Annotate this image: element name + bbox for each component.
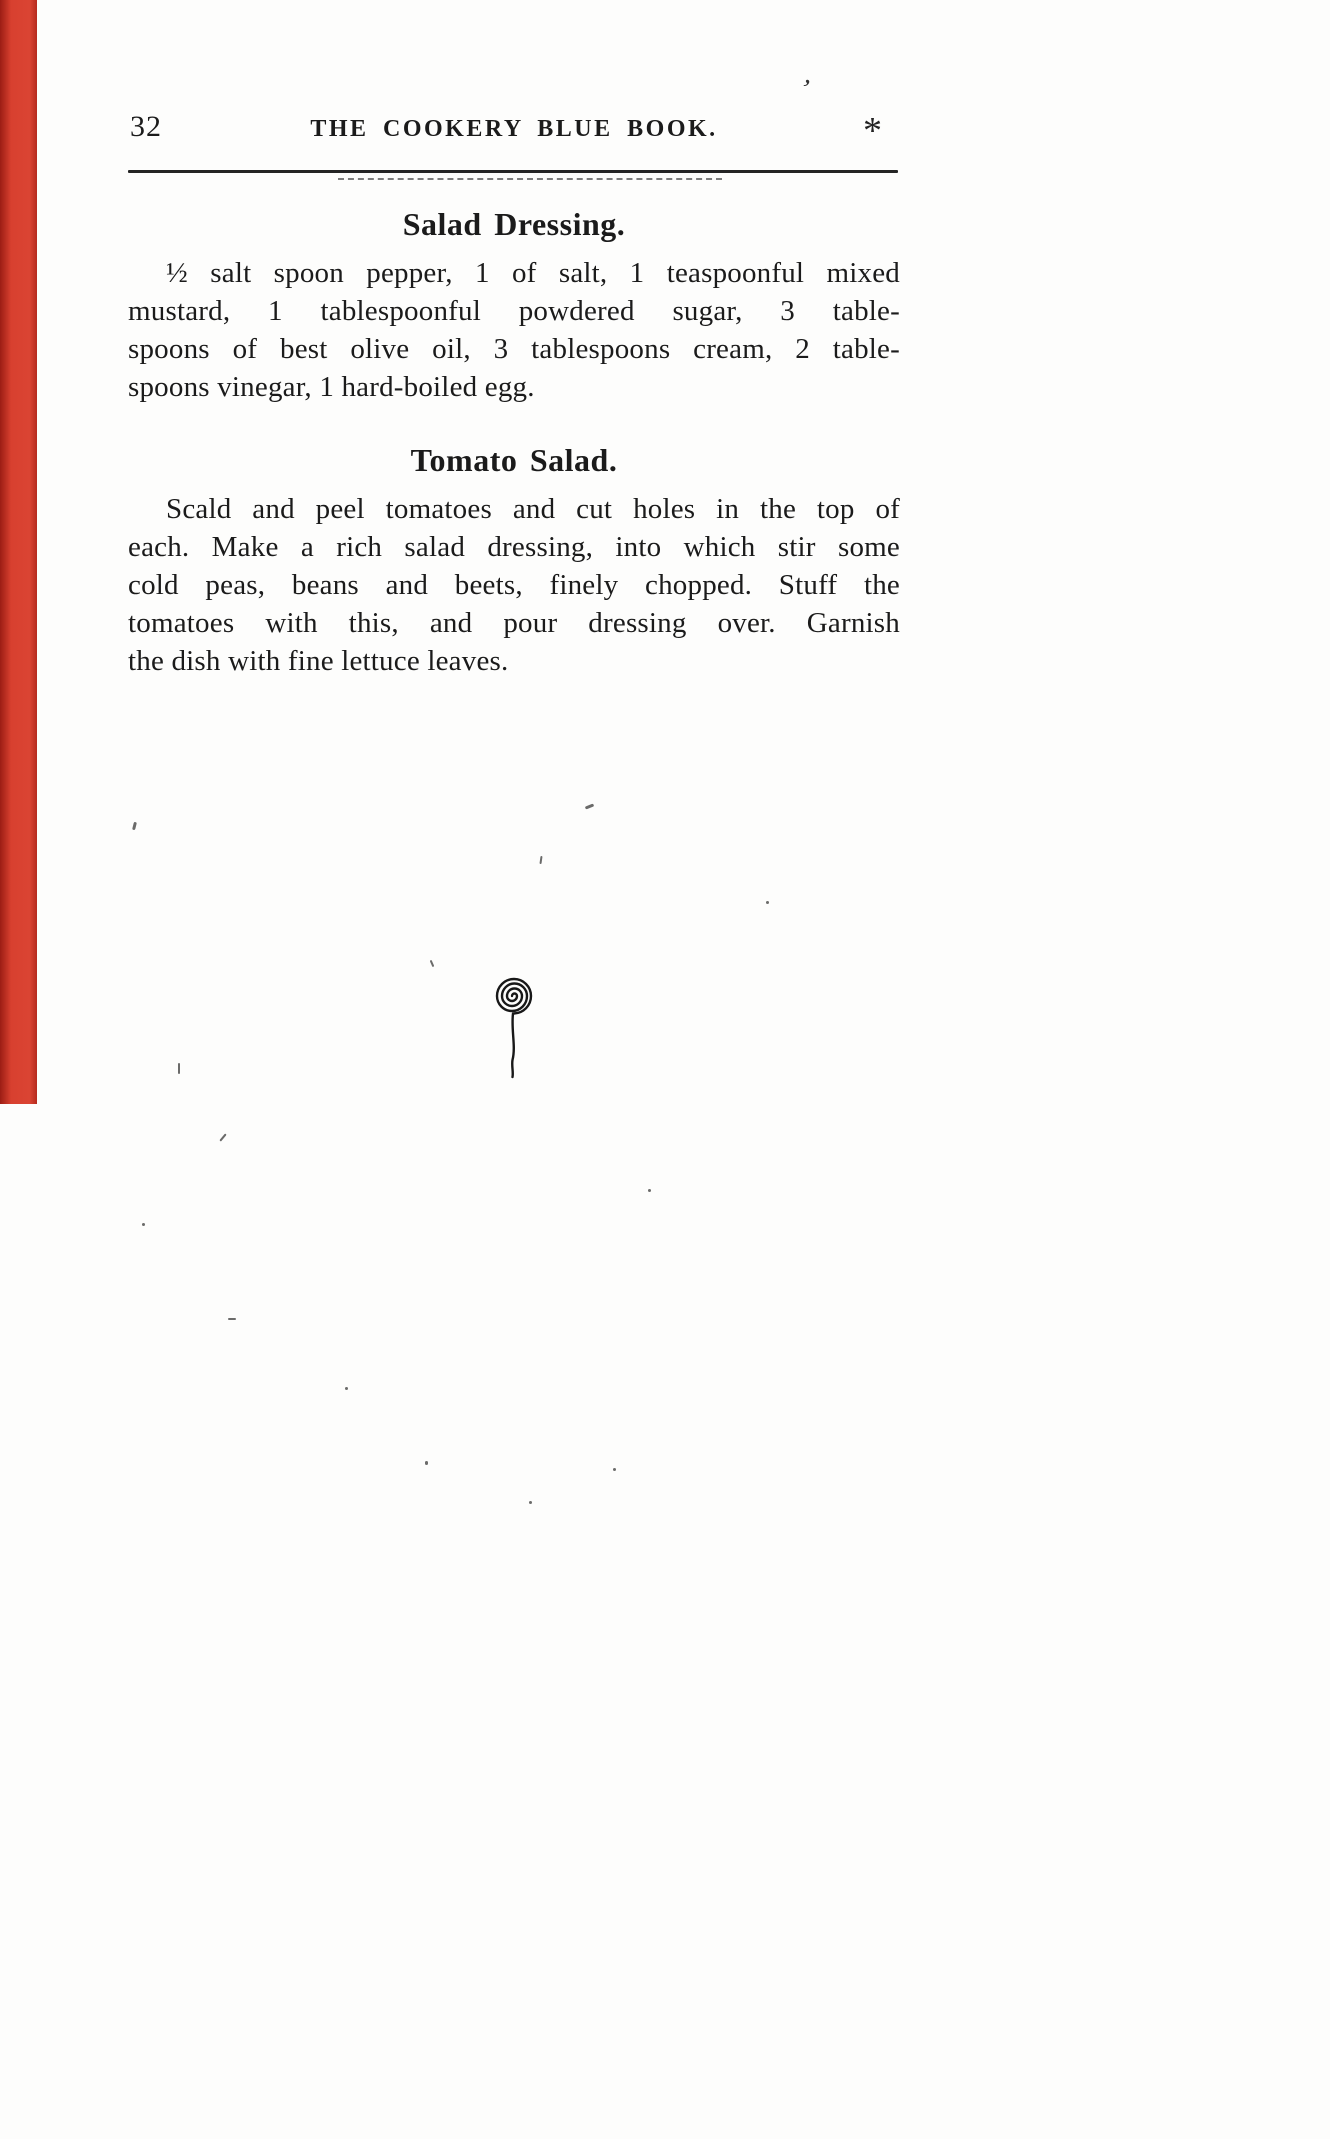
spiral-flower-ornament [468, 962, 556, 1092]
text-line: tomatoes with this, and pour dressing over. Garnish [128, 607, 900, 639]
header-rule [128, 170, 898, 173]
text-line: the dish with fine lettuce leaves. [128, 645, 509, 677]
recipe-title-tomato-salad: Tomato Salad. [410, 442, 618, 478]
book-spine-strip [0, 0, 37, 1104]
spiral-flower-icon [468, 962, 556, 1092]
page-header [128, 110, 900, 154]
scan-speck [766, 901, 769, 904]
scan-speck [425, 1461, 428, 1465]
page-number: 32 [130, 110, 162, 143]
recipe-paragraph-salad-dressing [128, 254, 900, 406]
text-line: spoons of best olive oil, 3 tablespoons cream, 2 table- [128, 333, 900, 365]
scan-speck [585, 803, 594, 809]
scan-speck [132, 822, 137, 830]
text-line: spoons vinegar, 1 hard-boiled egg. [128, 371, 535, 403]
running-title: THE COOKERY BLUE BOOK. [310, 116, 718, 142]
scan-speck [529, 1501, 532, 1504]
text-line: Scald and peel tomatoes and cut holes in the top of [166, 493, 900, 525]
recipe-paragraph-tomato-salad [128, 490, 900, 680]
text-line: each. Make a rich salad dressing, into which stir some [128, 531, 900, 563]
text-line: cold peas, beans and beets, finely chopped. Stuff the [128, 569, 900, 601]
header-asterisk-mark: * [863, 110, 882, 152]
scan-speck [539, 856, 542, 864]
text-line: ½ salt spoon pepper, 1 of salt, 1 teaspoonful mixed [166, 257, 900, 289]
scan-speck [228, 1318, 236, 1320]
recipe-title-salad-dressing: Salad Dressing. [402, 206, 626, 242]
scan-speck [178, 1063, 180, 1074]
header-rule-dashed [338, 178, 722, 180]
scan-speck [430, 960, 435, 967]
scan-speck [345, 1387, 348, 1390]
text-line: mustard, 1 tablespoonful powdered sugar, 3 table- [128, 295, 900, 327]
scan-speck [142, 1223, 145, 1226]
corner-mark: ’ [795, 73, 815, 106]
scan-speck [613, 1468, 616, 1471]
scan-speck [648, 1189, 651, 1192]
scan-speck [219, 1133, 226, 1141]
